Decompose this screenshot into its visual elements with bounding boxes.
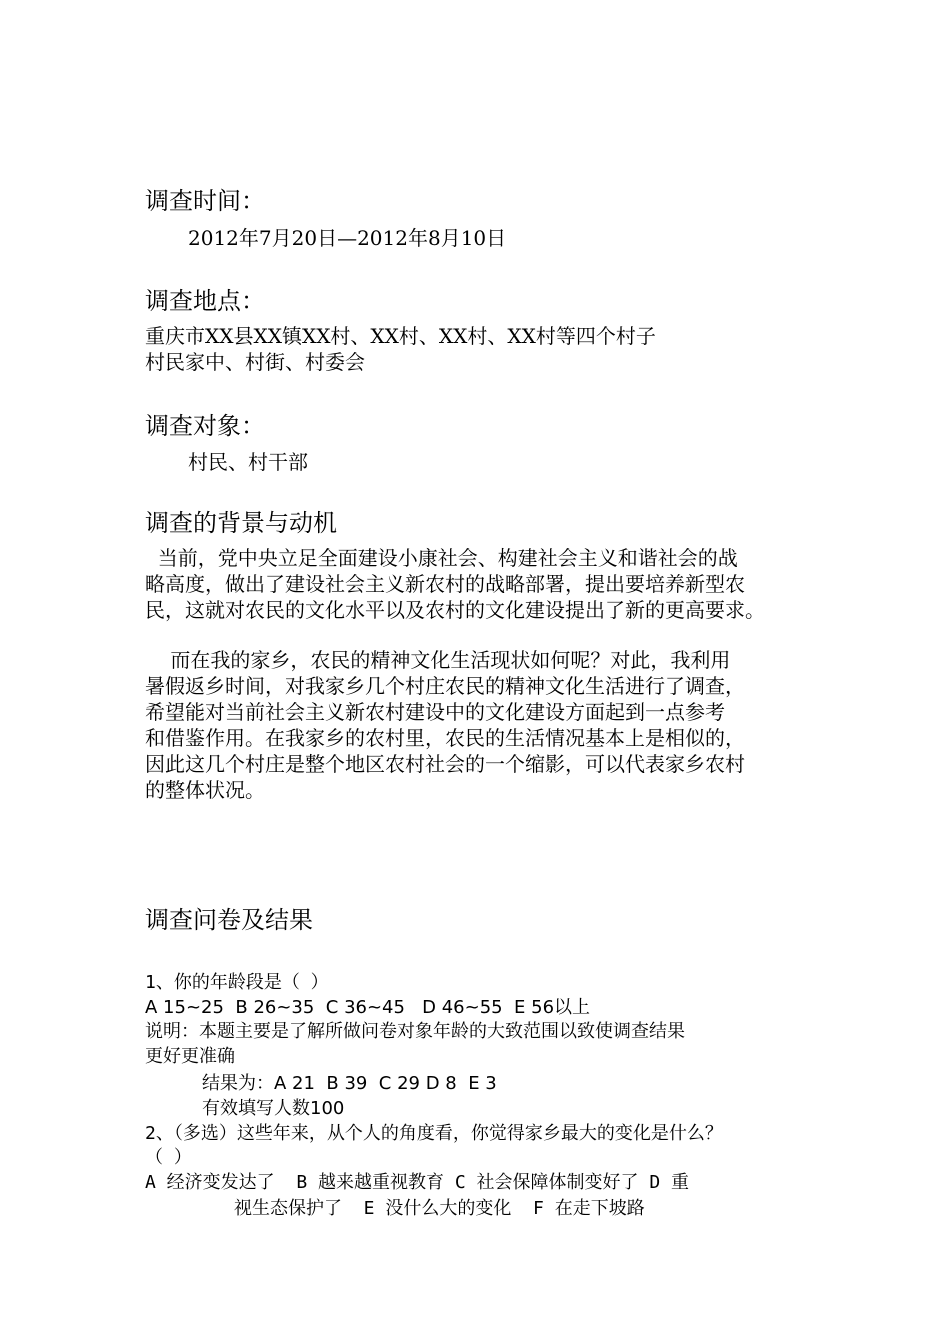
background-heading: 调查的背景与动机 [145, 509, 337, 537]
q2-options-line2: 视生态保护了 E 没什么大的变化 F 在走下坡路 [234, 1198, 645, 1219]
paragraph-line: 而在我的家乡，农民的精神文化生活现状如何呢？对此，我利用 [145, 648, 731, 672]
survey-target-value: 村民、村干部 [188, 450, 308, 474]
background-paragraph-2 [145, 647, 825, 803]
q1-result: 结果为：A 21 B 39 C 29 D 8 E 3 [202, 1073, 497, 1094]
q1-note-line1: 说明：本题主要是了解所做问卷对象年龄的大致范围以致使调查结果 [145, 1021, 685, 1042]
q2-question-line1: 2、（多选）这些年来，从个人的角度看，你觉得家乡最大的变化是什么？ [145, 1123, 723, 1144]
paragraph-line: 略高度，做出了建设社会主义新农村的战略部署，提出要培养新型农 [145, 572, 745, 596]
survey-place-line2: 村民家中、村街、村委会 [145, 350, 365, 374]
q1-question: 1、你的年龄段是（ ） [145, 972, 329, 993]
background-paragraph-1 [145, 545, 825, 623]
paragraph-line: 暑假返乡时间，对我家乡几个村庄农民的精神文化生活进行了调查， [145, 674, 745, 698]
q1-respondents: 有效填写人数100 [202, 1098, 345, 1119]
survey-time-heading: 调查时间： [145, 187, 265, 215]
survey-target-heading: 调查对象： [145, 412, 265, 440]
questionnaire-heading: 调查问卷及结果 [145, 906, 313, 934]
paragraph-line: 的整体状况。 [145, 778, 265, 802]
paragraph-line: 希望能对当前社会主义新农村建设中的文化建设方面起到一点参考 [145, 700, 725, 724]
survey-time-value: 2012年7月20日—2012年8月10日 [188, 226, 507, 250]
survey-place-line1: 重庆市XX县XX镇XX村、XX村、XX村、XX村等四个村子 [145, 324, 656, 348]
q2-options-line1: A 经济变发达了 B 越来越重视教育 C 社会保障体制变好了 D 重 [145, 1172, 690, 1193]
q1-note-line2: 更好更准确 [145, 1046, 235, 1067]
q2-question-line2: （ ） [145, 1147, 192, 1168]
paragraph-line: 民，这就对农民的文化水平以及农村的文化建设提出了新的更高要求。 [145, 598, 765, 622]
q1-options: A 15~25 B 26~35 C 36~45 D 46~55 E 56以上 [145, 997, 591, 1018]
survey-place-heading: 调查地点： [145, 287, 265, 315]
paragraph-line: 因此这几个村庄是整个地区农村社会的一个缩影，可以代表家乡农村 [145, 752, 745, 776]
paragraph-line: 当前，党中央立足全面建设小康社会、构建社会主义和谐社会的战 [145, 546, 738, 570]
paragraph-line: 和借鉴作用。在我家乡的农村里，农民的生活情况基本上是相似的， [145, 726, 745, 750]
